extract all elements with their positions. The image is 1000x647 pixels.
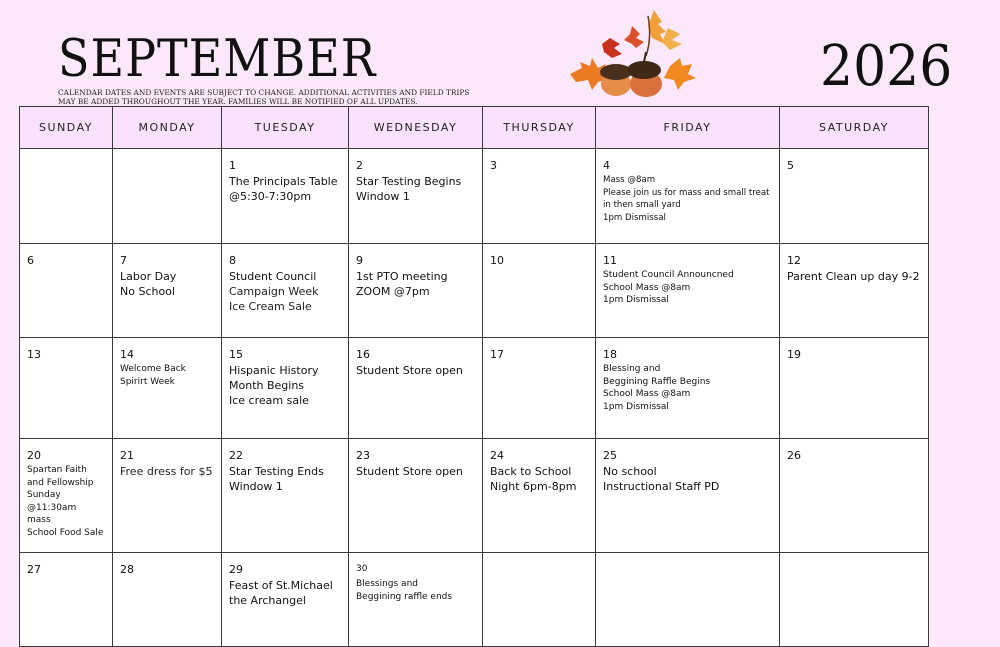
day-number: 24: [490, 449, 504, 462]
day-number: 11: [603, 254, 617, 267]
day-number: 17: [490, 348, 504, 361]
day-cell: [483, 244, 596, 338]
day-cell: [780, 439, 929, 553]
day-cell: [113, 553, 222, 647]
day-number: 29: [229, 563, 243, 576]
event-text: School Mass @8am: [603, 282, 691, 293]
event-text: Instructional Staff PD: [603, 480, 720, 493]
autumn-acorns-leaves-icon: [562, 4, 702, 104]
event-text: Student Council: [229, 270, 317, 283]
day-cell: [20, 338, 113, 439]
event-text: School Mass @8am: [603, 389, 691, 399]
day-number: 10: [490, 254, 504, 267]
day-cell: [483, 439, 596, 553]
day-cell: [349, 338, 483, 439]
day-number: 2: [356, 159, 363, 172]
event-text: Student Council Announcned: [603, 270, 734, 280]
event-text: Labor Day: [120, 270, 177, 283]
day-number: 19: [787, 348, 801, 361]
event-text: Feast of St.Michael: [229, 579, 333, 592]
day-number: 3: [490, 159, 497, 172]
event-text: @5:30-7:30pm: [229, 190, 312, 203]
event-text: Blessings and: [356, 579, 418, 589]
day-cell: [20, 149, 113, 244]
day-cell: [349, 553, 483, 647]
day-number: 28: [120, 563, 134, 576]
event-text: Please join us for mass and small treat in then small yard: [603, 187, 770, 210]
weekday-wednesday: WEDNESDAY: [349, 107, 483, 149]
day-number: 12: [787, 254, 801, 267]
week-row: [20, 553, 929, 647]
day-number: 1: [229, 159, 236, 172]
event-text: Beggining raffle ends: [356, 591, 453, 602]
day-cell: [113, 244, 222, 338]
event-text: Campaign Week: [229, 285, 319, 298]
day-number: 21: [120, 449, 134, 462]
event-text: No school: [603, 465, 657, 478]
day-number: 16: [356, 348, 370, 361]
event-text: Beggining Raffle Begins: [603, 376, 711, 387]
day-cell: [483, 553, 596, 647]
event-text: Welcome Back: [120, 364, 186, 374]
day-number: 26: [787, 449, 801, 462]
week-row: [20, 338, 929, 439]
day-cell: [222, 338, 349, 439]
event-text: ZOOM @7pm: [356, 285, 430, 298]
event-text: Star Testing Begins: [356, 175, 462, 188]
day-cell: [20, 439, 113, 553]
weekday-sunday: SUNDAY: [20, 107, 113, 149]
event-text: Blessing and: [603, 364, 661, 374]
calendar-notice: CALENDAR DATES AND EVENTS ARE SUBJECT TO CHANGE. ADDITIONAL ACTIVITIES AND FIELD TRIPS MAY BE ADDED THROUGHOUT THE YEAR. FAMILIES WILL BE NOTIFIED OF ALL UPDATES.: [58, 88, 470, 106]
day-number: 7: [120, 254, 127, 267]
event-text: Star Testing Ends: [229, 465, 324, 478]
weekday-friday: FRIDAY: [596, 107, 780, 149]
week-row: [20, 439, 929, 553]
day-cell: [349, 439, 483, 553]
day-number: 23: [356, 449, 370, 462]
event-text: mass: [27, 515, 51, 525]
weekday-header-row: [20, 107, 929, 149]
day-cell: [20, 553, 113, 647]
day-cell: [349, 244, 483, 338]
day-number: 14: [120, 348, 134, 361]
event-text: Student Store open: [356, 364, 463, 377]
day-number: 5: [787, 159, 794, 172]
day-cell: [780, 553, 929, 647]
event-text: The Principals Table: [229, 175, 338, 188]
day-cell: [596, 553, 780, 647]
event-text: Parent Clean up day 9-2: [787, 270, 920, 283]
day-cell: [596, 338, 780, 439]
weekday-tuesday: TUESDAY: [222, 107, 349, 149]
event-text: Student Store open: [356, 465, 463, 478]
month-title: SEPTEMBER: [58, 28, 377, 89]
event-text: 1pm Dismissal: [603, 401, 669, 412]
event-text: Month Begins: [229, 379, 305, 392]
event-text: 1pm Dismissal: [603, 212, 666, 223]
week-row: [20, 149, 929, 244]
event-text: Hispanic History: [229, 364, 319, 377]
day-cell: [222, 553, 349, 647]
day-cell: [113, 149, 222, 244]
day-number: 15: [229, 348, 243, 361]
day-cell: [596, 244, 780, 338]
day-cell: [596, 439, 780, 553]
calendar-grid: [19, 106, 929, 647]
day-number: 20: [27, 449, 41, 462]
event-text: No School: [120, 285, 175, 298]
year-title: 2026: [820, 34, 953, 99]
day-number: 4: [603, 159, 610, 172]
day-cell: [483, 149, 596, 244]
day-cell: [222, 244, 349, 338]
event-text: Ice Cream Sale: [229, 300, 312, 313]
weekday-monday: MONDAY: [113, 107, 222, 149]
day-number: 30: [356, 564, 368, 574]
event-text: Night 6pm-8pm: [490, 480, 577, 493]
day-cell: [222, 149, 349, 244]
event-text: Window 1: [229, 480, 283, 493]
event-text: Spirirt Week: [120, 376, 175, 387]
event-text: 1st PTO meeting: [356, 270, 448, 283]
weekday-thursday: THURSDAY: [483, 107, 596, 149]
event-text: Mass @8am: [603, 175, 656, 185]
day-cell: [780, 338, 929, 439]
event-text: Ice cream sale: [229, 394, 309, 407]
event-text: Sunday @11:30am: [27, 490, 77, 513]
week-row: [20, 244, 929, 338]
day-number: 8: [229, 254, 236, 267]
day-cell: [780, 244, 929, 338]
day-number: 18: [603, 348, 617, 361]
event-text: 1pm Dismissal: [603, 295, 669, 305]
day-number: 27: [27, 563, 41, 576]
day-cell: [113, 338, 222, 439]
day-cell: [483, 338, 596, 439]
day-cell: [349, 149, 483, 244]
event-text: School Food Sale: [27, 527, 104, 538]
event-text: the Archangel: [229, 594, 306, 607]
day-number: 6: [27, 254, 34, 267]
day-cell: [20, 244, 113, 338]
day-cell: [222, 439, 349, 553]
day-number: 22: [229, 449, 243, 462]
weekday-saturday: SATURDAY: [780, 107, 929, 149]
event-text: Free dress for $5: [120, 465, 213, 478]
event-text: Back to School: [490, 465, 572, 478]
day-cell: [780, 149, 929, 244]
event-text: Spartan Faith: [27, 465, 87, 475]
day-number: 9: [356, 254, 363, 267]
day-number: 25: [603, 449, 617, 462]
event-text: Window 1: [356, 190, 410, 203]
day-cell: [113, 439, 222, 553]
event-text: and Fellowship: [27, 477, 94, 488]
day-cell: [596, 149, 780, 244]
day-number: 13: [27, 348, 41, 361]
